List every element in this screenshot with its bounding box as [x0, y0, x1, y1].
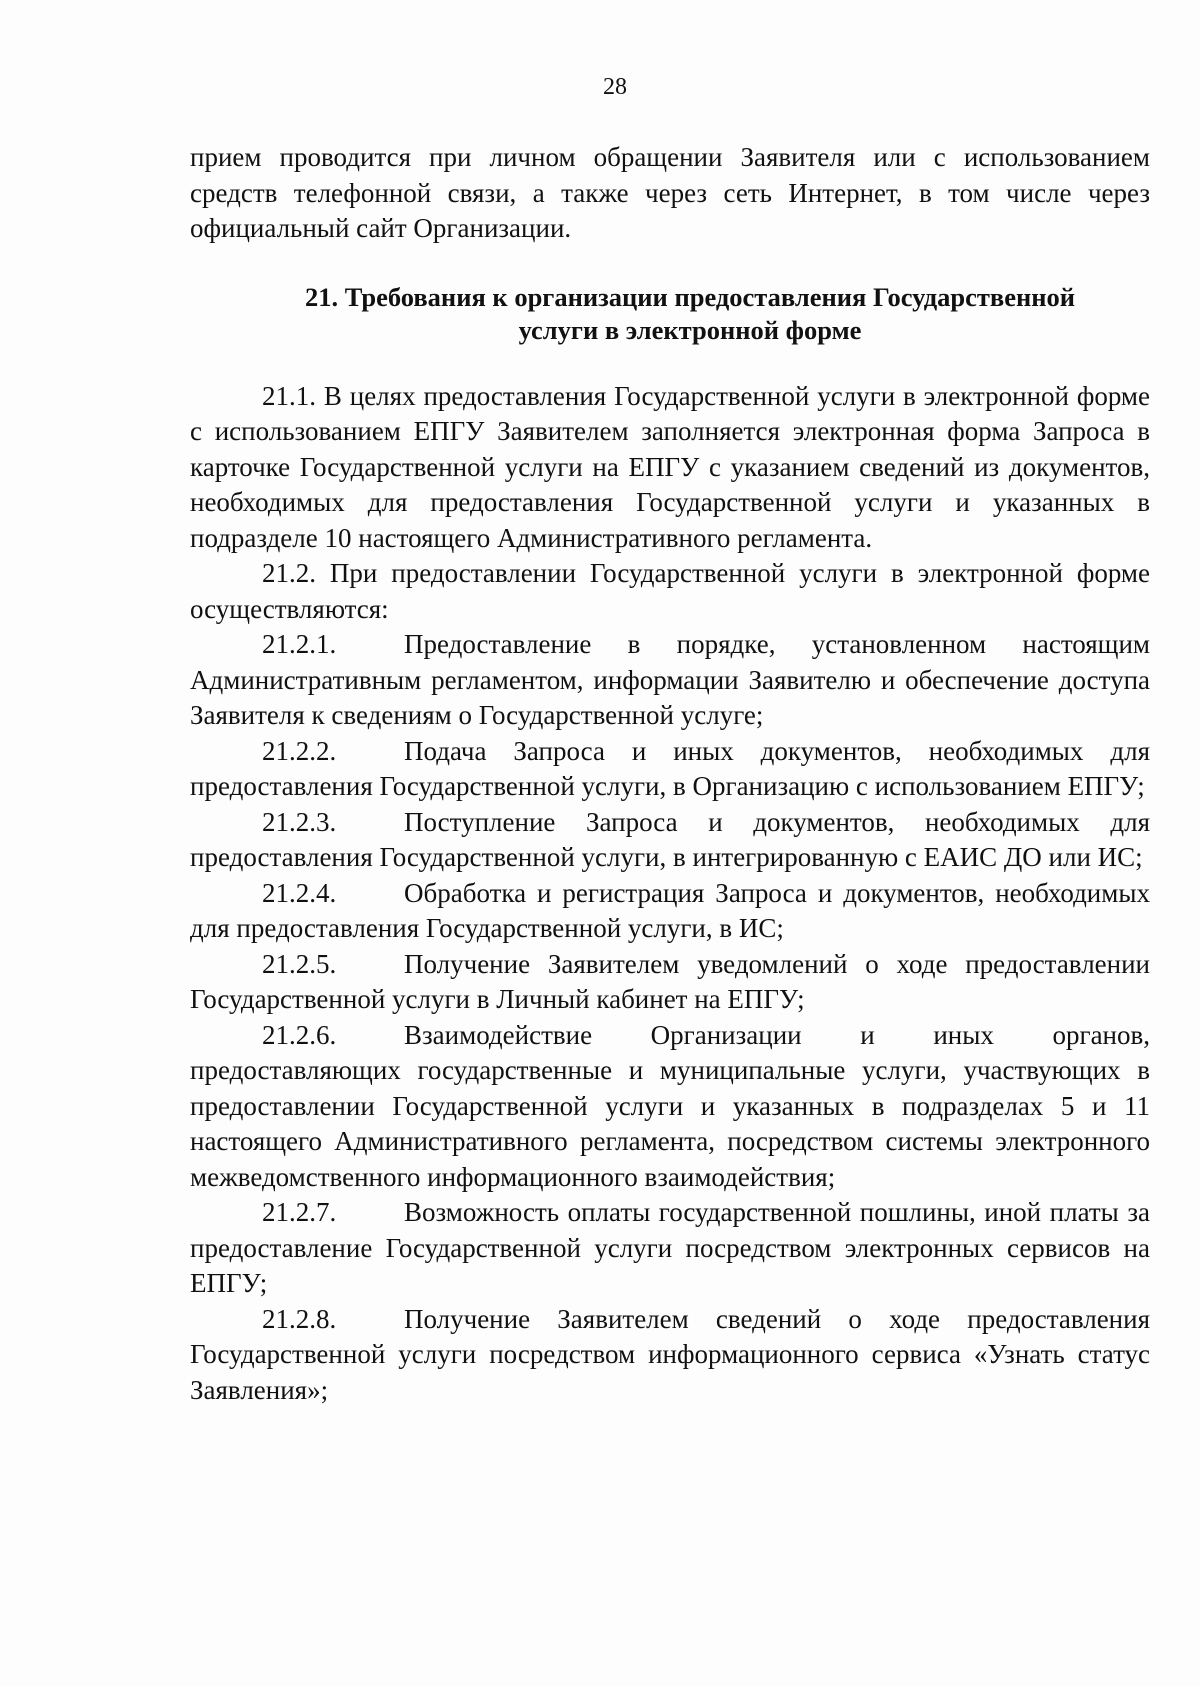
page-number: 28 [603, 74, 627, 100]
clause-21-2-2 [190, 734, 1150, 805]
section-heading-line-2: услуги в электронной форме [518, 314, 862, 345]
clause-21-2-4 [190, 876, 1150, 947]
clause-21-2-7 [190, 1195, 1150, 1302]
clause-21-2-1 [190, 627, 1150, 734]
intro-paragraph: прием проводится при личном обращении Заявителя или с использованием средств телефонной связи, а также через сеть Интернет, в том числе через официальный сайт Организации. [190, 142, 1150, 243]
clause-text: Предоставление в порядке, установленном настоящим Административным регламентом, информации Заявителю и обеспечение доступа Заявителя к сведениям о Государственной услуге; [190, 629, 1150, 730]
clause-text: Подача Запроса и иных документов, необходимых для предоставления Государственной услуги, в Организацию с использованием ЕПГУ; [190, 735, 1150, 801]
clause-number: 21.2.7. [262, 1197, 337, 1227]
clause-21-2-8 [190, 1302, 1150, 1409]
clause-number: 21.2.2. [262, 735, 337, 766]
section-heading-line-1: 21. Требования к организации предоставления Государственной [304, 281, 1076, 312]
clause-text: Получение Заявителем уведомлений о ходе предоставлении Государственной услуги в Личный кабинет на ЕПГУ; [190, 948, 1150, 1014]
clause-21-2-6 [190, 1018, 1150, 1196]
page-content [190, 140, 1150, 1408]
clause-text: Поступление Запроса и документов, необходимых для предоставления Государственной услуги, в интегрированную с ЕАИС ДО или ИС; [190, 806, 1150, 872]
clause-number: 21.2.5. [262, 948, 337, 979]
clause-21-2-3 [190, 805, 1150, 876]
clause-21-2-5 [190, 947, 1150, 1018]
clause-number: 21.2.8. [262, 1303, 337, 1334]
clause-text: Возможность оплаты государственной пошлины, иной платы за предоставление Государственной услуги посредством электронных сервисов на ЕПГУ; [190, 1197, 1150, 1298]
section-heading [190, 281, 1150, 347]
clause-number: 21.2.3. [262, 806, 337, 837]
paragraph-21-2: 21.2. При предоставлении Государственной услуги в электронной форме осуществляются: [190, 558, 1150, 624]
paragraph-21-1: 21.1. В целях предоставления Государственной услуги в электронной форме с использованием ЕПГУ Заявителем заполняется электронная форма Запроса в карточке Государственной услуги на ЕПГУ с указанием сведений из документов, необходимых для предоставления Государственной услуги и указанных в подразделе 10 настоящего Административного регламента. [190, 380, 1150, 553]
clause-text: Получение Заявителем сведений о ходе предоставления Государственной услуги посредством информационного сервиса «Узнать статус Заявления»; [190, 1303, 1150, 1405]
clause-text: Обработка и регистрация Запроса и документов, необходимых для предоставления Государственной услуги, в ИС; [190, 877, 1150, 943]
clause-number: 21.2.4. [262, 877, 337, 908]
clause-number: 21.2.6. [262, 1019, 337, 1050]
clause-text: Взаимодействие Организации и иных органов, предоставляющих государственные и муниципальные услуги, участвующих в предоставлении Государственной услуги и указанных в подразделах 5 и 11 настоящего Административного регламента, посредством системы электронного межведомственного информационного взаимодействия; [190, 1019, 1150, 1192]
clause-number: 21.2.1. [262, 629, 337, 659]
